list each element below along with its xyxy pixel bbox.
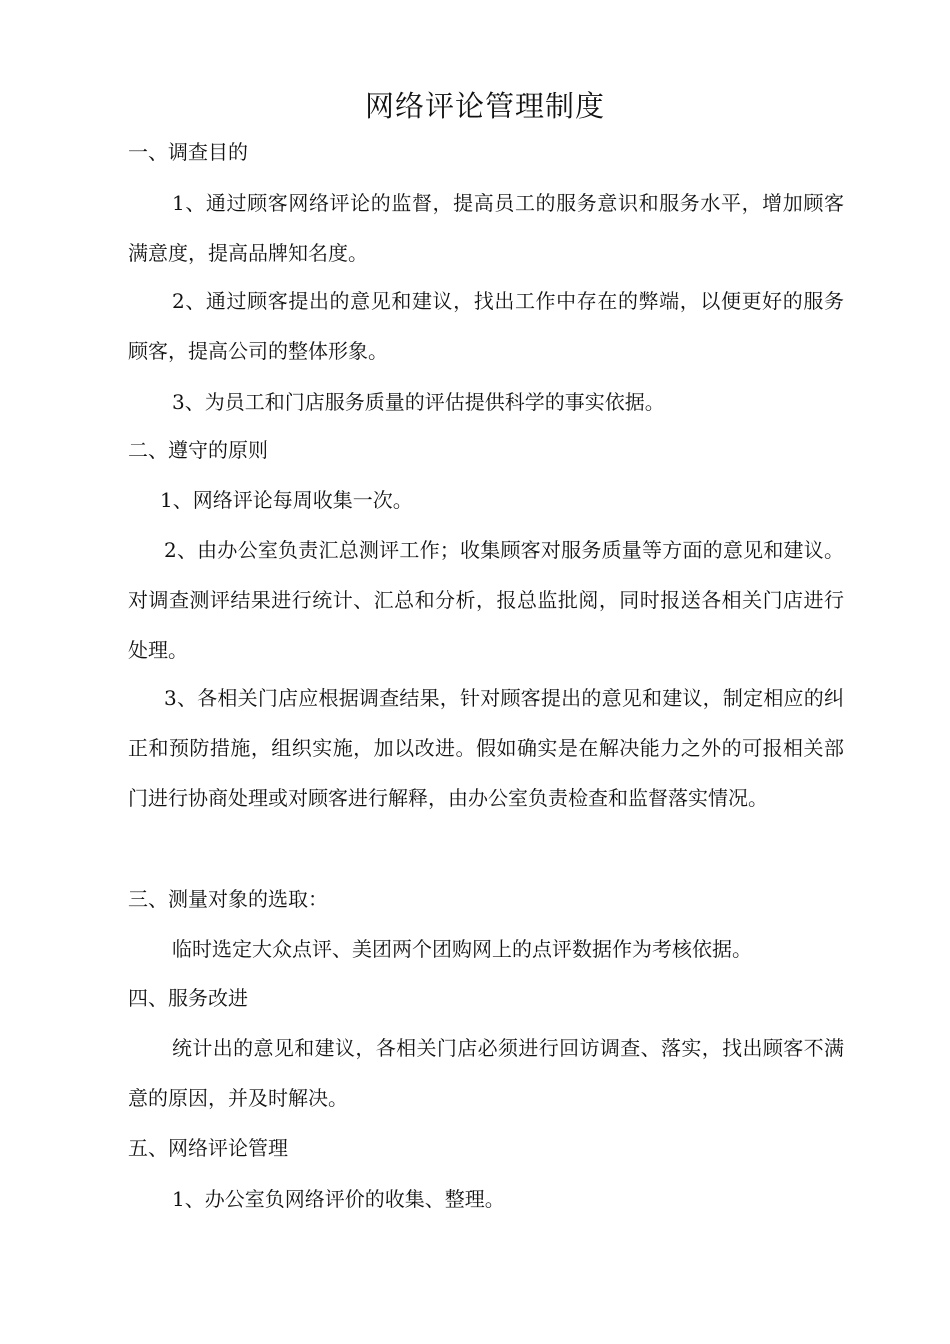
section-heading-5: 五、网络评论管理 xyxy=(128,1136,288,1160)
section-heading-2: 二、遵守的原则 xyxy=(128,438,268,462)
paragraph-4-1: 统计出的意见和建议，各相关门店必须进行回访调查、落实，找出顾客不满意的原因，并及时解决。 xyxy=(128,1036,844,1110)
paragraph-5-1: 1、办公室负网络评价的收集、整理。 xyxy=(172,1187,505,1211)
section-heading-4: 四、服务改进 xyxy=(128,986,248,1010)
paragraph-3-1: 临时选定大众点评、美团两个团购网上的点评数据作为考核依据。 xyxy=(172,937,752,961)
paragraph-1-1: 1、通过顾客网络评论的监督，提高员工的服务意识和服务水平，增加顾客满意度，提高品牌知名度。 xyxy=(128,191,844,265)
paragraph-2-1: 1、网络评论每周收集一次。 xyxy=(160,488,413,512)
section-heading-3: 三、测量对象的选取： xyxy=(128,887,328,911)
paragraph-1-3: 3、为员工和门店服务质量的评估提供科学的事实依据。 xyxy=(172,390,665,414)
paragraph-2-2: 2、由办公室负责汇总测评工作；收集顾客对服务质量等方面的意见和建议。对调查测评结果进行统计、汇总和分析，报总监批阅，同时报送各相关门店进行处理。 xyxy=(128,538,844,662)
document-title: 网络评论管理制度 xyxy=(364,89,605,123)
paragraph-1-2: 2、通过顾客提出的意见和建议，找出工作中存在的弊端，以便更好的服务顾客，提高公司的整体形象。 xyxy=(128,289,844,363)
section-heading-1: 一、调查目的 xyxy=(128,140,248,164)
paragraph-2-3: 3、各相关门店应根据调查结果，针对顾客提出的意见和建议，制定相应的纠正和预防措施，组织实施，加以改进。假如确实是在解决能力之外的可报相关部门进行协商处理或对顾客进行解释，由办公室负责检查和监督落实情况。 xyxy=(128,686,844,810)
